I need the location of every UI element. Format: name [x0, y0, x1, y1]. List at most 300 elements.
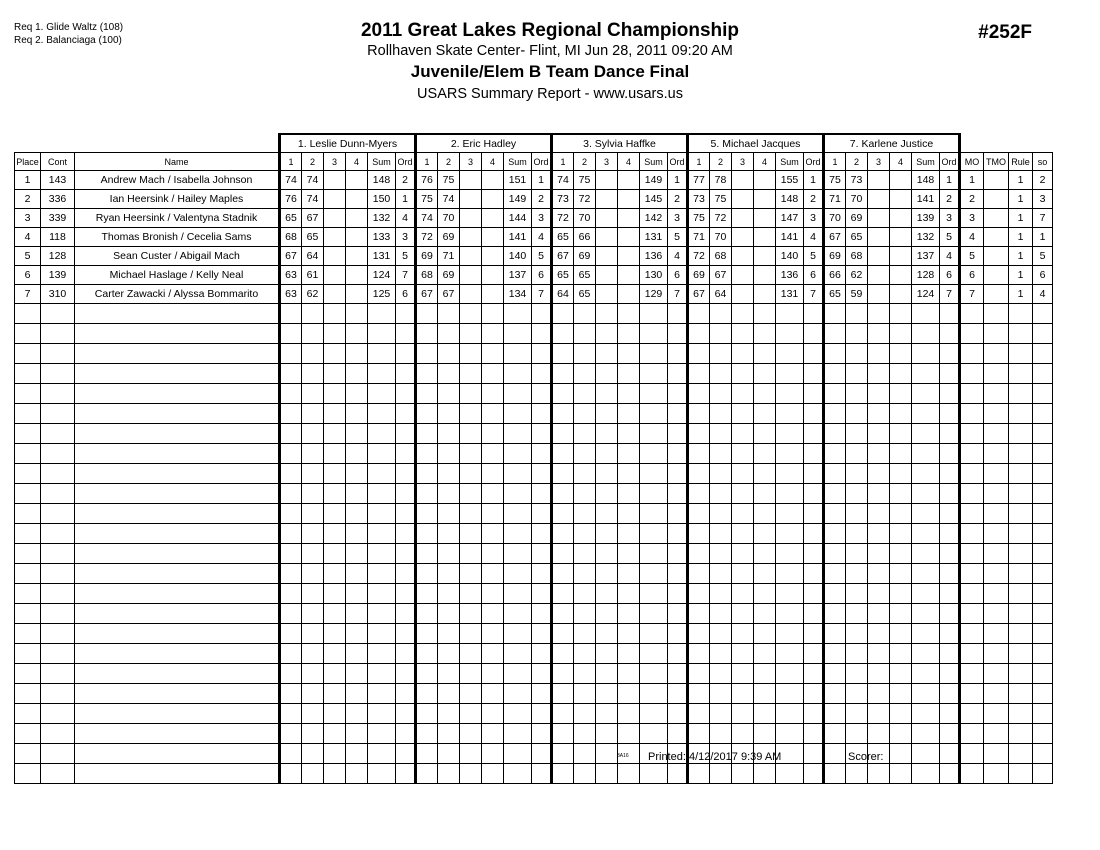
cell-empty — [868, 564, 890, 584]
cell-j2-s3 — [460, 190, 482, 209]
cell-empty — [640, 644, 668, 664]
cell-empty — [754, 584, 776, 604]
cell-empty — [368, 364, 396, 384]
cell-empty — [824, 764, 846, 784]
cell-empty — [324, 424, 346, 444]
cell-empty — [504, 404, 532, 424]
cell-empty — [1033, 584, 1053, 604]
cell-empty — [75, 364, 280, 384]
cell-empty — [1033, 424, 1053, 444]
cell-empty — [890, 344, 912, 364]
cell-empty — [754, 704, 776, 724]
cell-empty — [460, 664, 482, 684]
cell-j4-s4 — [754, 228, 776, 247]
cell-j2-s4 — [482, 266, 504, 285]
cell-empty — [940, 304, 960, 324]
cell-empty — [776, 424, 804, 444]
col-header-j1-s1: 1 — [280, 153, 302, 171]
cell-empty — [75, 744, 280, 764]
cell-empty — [804, 604, 824, 624]
cell-empty — [324, 684, 346, 704]
cell-empty — [346, 644, 368, 664]
cell-empty — [1033, 744, 1053, 764]
cell-j3-sum: 130 — [640, 266, 668, 285]
cell-j1-s1: 63 — [280, 285, 302, 304]
cell-empty — [846, 504, 868, 524]
cell-empty — [368, 384, 396, 404]
cell-empty — [368, 564, 396, 584]
cell-empty — [75, 384, 280, 404]
cell-empty — [460, 544, 482, 564]
cell-empty — [754, 604, 776, 624]
cell-j1-s2: 61 — [302, 266, 324, 285]
cell-j1-s2: 74 — [302, 190, 324, 209]
cell-name: Sean Custer / Abigail Mach — [75, 247, 280, 266]
cell-empty — [688, 304, 710, 324]
cell-empty — [710, 604, 732, 624]
cell-empty — [776, 324, 804, 344]
cell-empty — [460, 524, 482, 544]
cell-empty — [75, 544, 280, 564]
cell-empty — [574, 584, 596, 604]
cell-empty — [846, 684, 868, 704]
cell-empty — [668, 324, 688, 344]
col-header-so: so — [1033, 153, 1053, 171]
cell-empty — [640, 384, 668, 404]
cell-empty — [504, 364, 532, 384]
cell-j1-s1: 74 — [280, 171, 302, 190]
cell-empty — [574, 604, 596, 624]
cell-empty — [846, 644, 868, 664]
cell-empty — [438, 384, 460, 404]
cell-empty — [1033, 544, 1053, 564]
cell-empty — [482, 404, 504, 424]
cell-j5-sum: 132 — [912, 228, 940, 247]
cell-empty — [41, 544, 75, 564]
cell-empty — [552, 484, 574, 504]
cell-empty — [824, 384, 846, 404]
table-row-empty — [15, 664, 1053, 684]
cell-empty — [688, 524, 710, 544]
cell-empty — [416, 744, 438, 764]
cell-empty — [396, 624, 416, 644]
cell-empty — [552, 644, 574, 664]
cell-empty — [438, 644, 460, 664]
cell-empty — [460, 384, 482, 404]
printed-timestamp: Printed: 4/12/2017 9:39 AM — [648, 751, 782, 763]
cell-empty — [960, 764, 984, 784]
cell-empty — [1009, 764, 1033, 784]
cell-j5-s2: 70 — [846, 190, 868, 209]
cell-empty — [368, 684, 396, 704]
cell-empty — [732, 664, 754, 684]
cell-rule: 1 — [1009, 285, 1033, 304]
cell-empty — [890, 404, 912, 424]
cell-empty — [710, 584, 732, 604]
cell-empty — [824, 624, 846, 644]
cell-empty — [890, 604, 912, 624]
cell-empty — [668, 304, 688, 324]
cell-empty — [368, 644, 396, 664]
cell-j2-s1: 67 — [416, 285, 438, 304]
cell-so: 7 — [1033, 209, 1053, 228]
cell-empty — [15, 564, 41, 584]
cell-empty — [960, 604, 984, 624]
cell-empty — [890, 764, 912, 784]
cell-j3-s3 — [596, 247, 618, 266]
cell-empty — [346, 304, 368, 324]
cell-empty — [504, 444, 532, 464]
cell-empty — [1033, 644, 1053, 664]
cell-empty — [396, 684, 416, 704]
cell-empty — [912, 424, 940, 444]
cell-empty — [1009, 524, 1033, 544]
cell-empty — [482, 364, 504, 384]
cell-empty — [552, 424, 574, 444]
table-row — [15, 266, 1053, 285]
cell-empty — [846, 304, 868, 324]
cell-empty — [532, 584, 552, 604]
cell-empty — [940, 344, 960, 364]
cell-empty — [75, 584, 280, 604]
cell-empty — [552, 344, 574, 364]
cell-empty — [804, 544, 824, 564]
cell-empty — [504, 684, 532, 704]
judge-header-3: 3. Sylvia Haffke — [552, 134, 688, 153]
cell-empty — [940, 324, 960, 344]
cell-cont: 143 — [41, 171, 75, 190]
cell-empty — [890, 584, 912, 604]
cell-empty — [574, 444, 596, 464]
cell-empty — [1033, 624, 1053, 644]
cell-tmo — [984, 228, 1009, 247]
cell-cont: 139 — [41, 266, 75, 285]
cell-empty — [532, 564, 552, 584]
cell-empty — [1033, 664, 1053, 684]
cell-empty — [846, 564, 868, 584]
cell-empty — [504, 424, 532, 444]
cell-empty — [640, 504, 668, 524]
cell-empty — [1009, 364, 1033, 384]
cell-empty — [280, 404, 302, 424]
cell-empty — [596, 484, 618, 504]
cell-empty — [890, 504, 912, 524]
cell-j5-s1: 66 — [824, 266, 846, 285]
cell-empty — [324, 404, 346, 424]
cell-empty — [776, 724, 804, 744]
spacer-cell — [1009, 134, 1033, 153]
cell-place: 6 — [15, 266, 41, 285]
cell-empty — [346, 744, 368, 764]
cell-j2-s2: 74 — [438, 190, 460, 209]
cell-empty — [368, 744, 396, 764]
cell-empty — [960, 724, 984, 744]
cell-empty — [754, 384, 776, 404]
cell-j1-s4 — [346, 228, 368, 247]
cell-empty — [824, 304, 846, 324]
cell-empty — [504, 464, 532, 484]
cell-empty — [596, 324, 618, 344]
cell-empty — [552, 664, 574, 684]
cell-empty — [482, 704, 504, 724]
cell-j1-s1: 68 — [280, 228, 302, 247]
cell-empty — [324, 744, 346, 764]
cell-empty — [668, 424, 688, 444]
cell-empty — [960, 424, 984, 444]
cell-j4-s2: 67 — [710, 266, 732, 285]
cell-j1-ord: 4 — [396, 209, 416, 228]
cell-empty — [890, 564, 912, 584]
cell-j1-sum: 131 — [368, 247, 396, 266]
cell-empty — [41, 644, 75, 664]
cell-empty — [416, 564, 438, 584]
cell-empty — [776, 464, 804, 484]
cell-empty — [346, 424, 368, 444]
cell-j1-s3 — [324, 247, 346, 266]
report-header — [0, 20, 1100, 105]
cell-j3-ord: 3 — [668, 209, 688, 228]
cell-j2-s3 — [460, 228, 482, 247]
cell-empty — [302, 524, 324, 544]
cell-j2-sum: 137 — [504, 266, 532, 285]
cell-j1-s1: 63 — [280, 266, 302, 285]
cell-empty — [776, 404, 804, 424]
requirement-2: Req 2. Balanciaga (100) — [14, 35, 122, 46]
table-row — [15, 190, 1053, 209]
cell-empty — [804, 484, 824, 504]
cell-empty — [940, 464, 960, 484]
cell-empty — [732, 324, 754, 344]
cell-empty — [710, 344, 732, 364]
cell-empty — [640, 344, 668, 364]
cell-j2-s1: 74 — [416, 209, 438, 228]
col-header-tmo: TMO — [984, 153, 1009, 171]
cell-empty — [688, 344, 710, 364]
cell-empty — [1033, 564, 1053, 584]
cell-empty — [1009, 464, 1033, 484]
col-header-j4-s1: 1 — [688, 153, 710, 171]
cell-j4-sum: 131 — [776, 285, 804, 304]
cell-empty — [324, 484, 346, 504]
cell-empty — [396, 704, 416, 724]
cell-empty — [710, 304, 732, 324]
cell-empty — [15, 744, 41, 764]
cell-j3-s1: 73 — [552, 190, 574, 209]
table-row-empty — [15, 564, 1053, 584]
cell-empty — [754, 304, 776, 324]
col-header-j5-s4: 4 — [890, 153, 912, 171]
form-code: 3A16 — [617, 753, 629, 759]
cell-cont: 336 — [41, 190, 75, 209]
col-header-j5-sum: Sum — [912, 153, 940, 171]
cell-j2-ord: 7 — [532, 285, 552, 304]
cell-j4-sum: 155 — [776, 171, 804, 190]
cell-j3-sum: 149 — [640, 171, 668, 190]
cell-empty — [804, 564, 824, 584]
cell-empty — [732, 584, 754, 604]
cell-empty — [940, 544, 960, 564]
cell-empty — [776, 704, 804, 724]
cell-j3-s2: 65 — [574, 266, 596, 285]
cell-empty — [668, 384, 688, 404]
cell-empty — [732, 464, 754, 484]
cell-empty — [710, 624, 732, 644]
cell-empty — [532, 604, 552, 624]
cell-j5-s1: 75 — [824, 171, 846, 190]
cell-empty — [960, 744, 984, 764]
cell-empty — [940, 584, 960, 604]
cell-empty — [940, 384, 960, 404]
cell-j4-sum: 148 — [776, 190, 804, 209]
cell-j5-s4 — [890, 190, 912, 209]
cell-j1-s1: 76 — [280, 190, 302, 209]
cell-j4-s2: 78 — [710, 171, 732, 190]
cell-cont: 128 — [41, 247, 75, 266]
cell-so: 2 — [1033, 171, 1053, 190]
cell-mo: 1 — [960, 171, 984, 190]
cell-empty — [940, 504, 960, 524]
cell-empty — [346, 344, 368, 364]
col-header-j1-ord: Ord — [396, 153, 416, 171]
column-header-row — [15, 153, 1053, 171]
cell-empty — [754, 464, 776, 484]
cell-empty — [504, 484, 532, 504]
cell-j5-s4 — [890, 171, 912, 190]
cell-so: 5 — [1033, 247, 1053, 266]
cell-j3-sum: 129 — [640, 285, 668, 304]
cell-empty — [688, 384, 710, 404]
cell-empty — [890, 304, 912, 324]
cell-empty — [984, 744, 1009, 764]
cell-empty — [41, 344, 75, 364]
cell-empty — [532, 744, 552, 764]
cell-empty — [596, 684, 618, 704]
blank-rows-body — [15, 304, 1053, 784]
cell-j1-s3 — [324, 190, 346, 209]
col-header-name: Name — [75, 153, 280, 171]
cell-empty — [368, 724, 396, 744]
cell-empty — [912, 364, 940, 384]
cell-empty — [552, 624, 574, 644]
cell-empty — [824, 604, 846, 624]
cell-empty — [416, 384, 438, 404]
col-header-j5-s1: 1 — [824, 153, 846, 171]
cell-empty — [640, 464, 668, 484]
cell-empty — [15, 504, 41, 524]
cell-j4-s3 — [732, 247, 754, 266]
cell-empty — [984, 424, 1009, 444]
cell-empty — [618, 704, 640, 724]
cell-empty — [732, 424, 754, 444]
cell-empty — [552, 404, 574, 424]
cell-empty — [732, 404, 754, 424]
cell-empty — [41, 604, 75, 624]
cell-empty — [804, 624, 824, 644]
cell-empty — [596, 344, 618, 364]
cell-empty — [596, 764, 618, 784]
cell-empty — [482, 644, 504, 664]
cell-cont: 118 — [41, 228, 75, 247]
cell-empty — [346, 604, 368, 624]
cell-empty — [984, 464, 1009, 484]
table-row-empty — [15, 404, 1053, 424]
cell-empty — [552, 324, 574, 344]
cell-empty — [1009, 484, 1033, 504]
cell-empty — [482, 564, 504, 584]
cell-empty — [482, 504, 504, 524]
cell-empty — [324, 444, 346, 464]
cell-empty — [302, 684, 324, 704]
cell-empty — [504, 664, 532, 684]
cell-empty — [710, 424, 732, 444]
cell-empty — [1009, 704, 1033, 724]
cell-empty — [368, 464, 396, 484]
cell-empty — [940, 604, 960, 624]
cell-j1-ord: 1 — [396, 190, 416, 209]
cell-empty — [804, 524, 824, 544]
cell-rule: 1 — [1009, 266, 1033, 285]
cell-empty — [324, 304, 346, 324]
cell-empty — [710, 524, 732, 544]
cell-empty — [688, 604, 710, 624]
cell-j4-s1: 72 — [688, 247, 710, 266]
cell-empty — [890, 544, 912, 564]
cell-empty — [302, 624, 324, 644]
cell-empty — [912, 644, 940, 664]
cell-empty — [504, 564, 532, 584]
cell-j5-ord: 3 — [940, 209, 960, 228]
cell-j1-s4 — [346, 171, 368, 190]
cell-empty — [416, 344, 438, 364]
cell-empty — [1009, 644, 1033, 664]
cell-empty — [640, 524, 668, 544]
cell-empty — [302, 584, 324, 604]
cell-empty — [1009, 324, 1033, 344]
cell-j4-ord: 2 — [804, 190, 824, 209]
cell-empty — [324, 384, 346, 404]
cell-empty — [754, 484, 776, 504]
cell-j1-s4 — [346, 209, 368, 228]
cell-empty — [302, 564, 324, 584]
cell-empty — [868, 384, 890, 404]
cell-empty — [732, 644, 754, 664]
cell-empty — [868, 604, 890, 624]
cell-empty — [324, 584, 346, 604]
cell-empty — [504, 584, 532, 604]
cell-empty — [280, 364, 302, 384]
cell-empty — [618, 404, 640, 424]
col-header-j2-ord: Ord — [532, 153, 552, 171]
cell-empty — [1033, 604, 1053, 624]
cell-empty — [574, 504, 596, 524]
cell-empty — [15, 644, 41, 664]
cell-empty — [668, 684, 688, 704]
cell-empty — [574, 624, 596, 644]
cell-place: 7 — [15, 285, 41, 304]
cell-j5-ord: 5 — [940, 228, 960, 247]
table-row-empty — [15, 464, 1053, 484]
cell-empty — [368, 304, 396, 324]
cell-empty — [868, 644, 890, 664]
cell-empty — [280, 344, 302, 364]
cell-empty — [1009, 424, 1033, 444]
cell-empty — [596, 584, 618, 604]
cell-empty — [396, 544, 416, 564]
cell-empty — [596, 744, 618, 764]
cell-empty — [324, 604, 346, 624]
cell-j1-s4 — [346, 190, 368, 209]
cell-empty — [75, 504, 280, 524]
